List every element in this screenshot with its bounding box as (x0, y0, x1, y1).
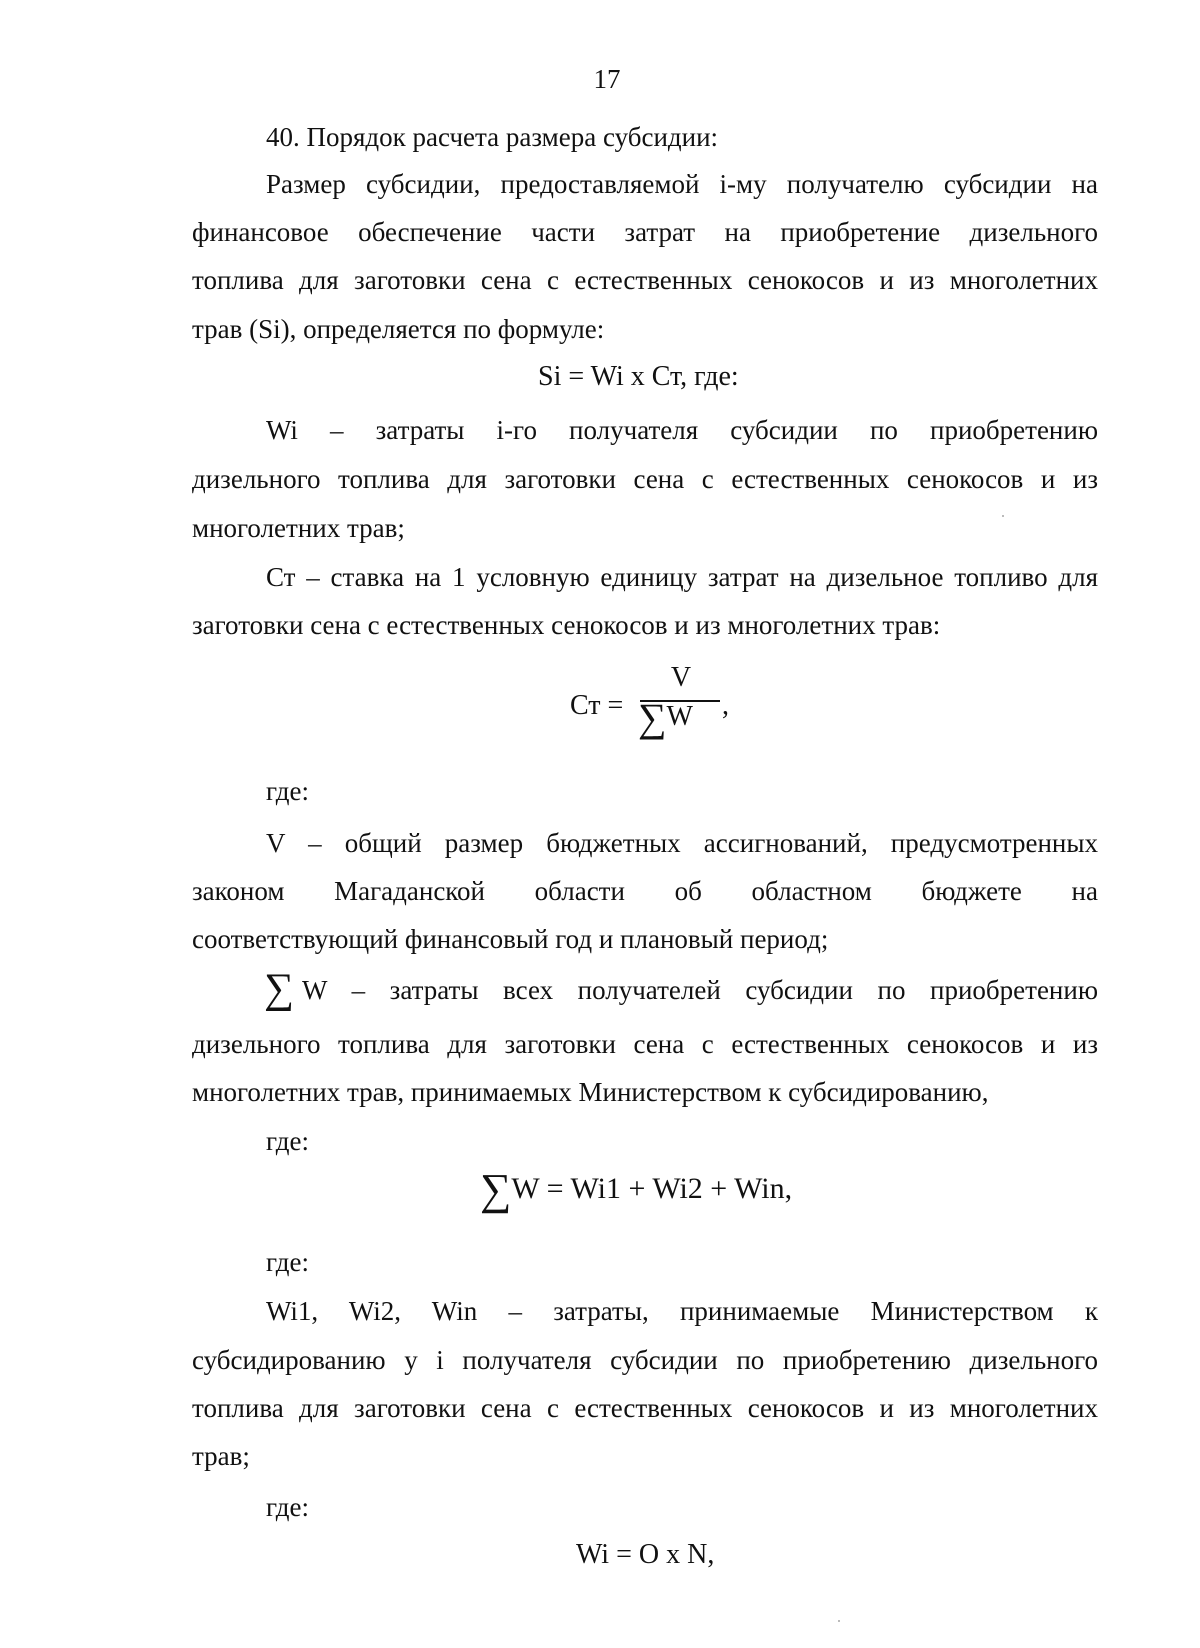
where-label-3: где: (266, 1247, 309, 1277)
def-v-line-1: V – общий размер бюджетных ассигнований, предусмотренных (266, 828, 1098, 858)
def-st-line-1: Ст – ставка на 1 условную единицу затрат на дизельное топливо для (266, 562, 1098, 592)
formula-st-left: Ст = (570, 690, 624, 721)
def-v-line-2: законом Магаданской области об областном бюджете на (192, 876, 1098, 906)
def-sumw-line-2: дизельного топлива для заготовки сена с естественных сенокосов и из (192, 1029, 1098, 1059)
formula-wi: Wi = O x N, (576, 1539, 715, 1570)
def-sumw-line-1 (264, 966, 1098, 1012)
sigma-symbol: ∑ (480, 1165, 512, 1214)
sigma-symbol: ∑ (264, 966, 294, 1012)
formula-st-numerator: V (670, 662, 692, 693)
where-label-4: где: (266, 1492, 309, 1522)
intro-line-2: финансовое обеспечение части затрат на приобретение дизельного (192, 217, 1098, 247)
where-label-1: где: (266, 776, 309, 806)
intro-line-4: трав (Si), определяется по формуле: (192, 314, 605, 344)
formula-sumw-rest: W = Wi1 + Wi2 + Win, (511, 1172, 793, 1205)
scan-speck (838, 1620, 840, 1622)
formula-st-denominator-w: W (666, 701, 693, 732)
formula-si: Si = Wi x Ст, где: (538, 361, 739, 392)
def-st-line-2: заготовки сена с естественных сенокосов и из многолетних трав: (192, 610, 941, 640)
def-sumw-line-3: многолетних трав, принимаемых Министерством к субсидированию, (192, 1077, 989, 1107)
def-wi-line-2: дизельного топлива для заготовки сена с естественных сенокосов и из (192, 464, 1098, 494)
formula-st-comma: , (722, 690, 729, 721)
def-wi-line-3: многолетних трав; (192, 513, 405, 543)
page-number: 17 (593, 64, 621, 94)
def-wi-line-1: Wi – затраты i-го получателя субсидии по приобретению (266, 415, 1098, 445)
formula-st (570, 662, 740, 752)
formula-sumw (480, 1165, 793, 1214)
section-heading: 40. Порядок расчета размера субсидии: (266, 122, 719, 152)
def-wi-parts-line-4: трав; (192, 1441, 250, 1471)
scan-speck (1002, 515, 1004, 517)
intro-line-3: топлива для заготовки сена с естественных сенокосов и из многолетних (192, 265, 1098, 295)
def-v-line-3: соответствующий финансовый год и плановый период; (192, 924, 829, 954)
def-wi-parts-line-2: субсидированию у i получателя субсидии по приобретению дизельного (192, 1345, 1098, 1375)
formula-st-denominator (638, 695, 693, 740)
def-sumw-line-1-text: W – затраты всех получателей субсидии по приобретению (302, 975, 1098, 1005)
def-wi-parts-line-1: Wi1, Wi2, Win – затраты, принимаемые Министерством к (266, 1296, 1098, 1326)
where-label-2: где: (266, 1126, 309, 1156)
sigma-symbol: ∑ (638, 695, 667, 740)
intro-line-1: Размер субсидии, предоставляемой i-му получателю субсидии на (266, 169, 1098, 199)
def-wi-parts-line-3: топлива для заготовки сена с естественных сенокосов и из многолетних (192, 1393, 1098, 1423)
